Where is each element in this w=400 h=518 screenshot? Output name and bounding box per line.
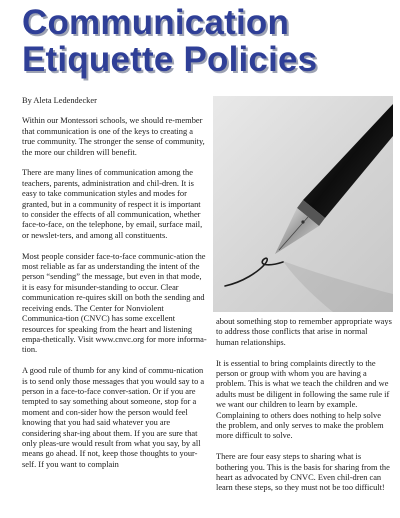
- paragraph: There are four easy steps to sharing what is bothering you. This is the basis for sharing from the heart as advocated by CNVC. Even chil-dren can learn these steps, so they must not be too difficult!: [216, 452, 390, 493]
- byline: By Aleta Ledendecker: [22, 96, 97, 105]
- article-right-column: [216, 317, 392, 504]
- title-line-1: Communication: [22, 3, 290, 42]
- paragraph: Most people consider face-to-face communic-ation the most reliable as far as understanding the intent of the person “sending” the message, but even in that mode, it is easy for misunder-standing to occur. Clear communication re-quires skill on both the sending and receiving ends. The Center for Nonviolent Communica-tion (CNVC) has some excellent resources for speaking from the heart and listening empa-thetically. Visit www.cnvc.org for more informa-tion.: [22, 251, 207, 355]
- article-left-column: [22, 96, 208, 481]
- fountain-pen-photo: [213, 96, 393, 312]
- title-line-2: Etiquette Policies: [22, 40, 318, 79]
- page-title: [22, 4, 317, 78]
- paragraph: Within our Montessori schools, we should re-member that communication is one of the keys to creating a true community. The stronger the sense of community, the more our children will benefit.: [22, 116, 205, 157]
- paragraph: A good rule of thumb for any kind of commu-nication is to send only those messages that you would say to a person in a face-to-face conver-sation. Or if you are tempted to say something about someone, stop for a moment and con-sider how the person would feel knowing that you had said whatever you are considering shar-ing about them. If you are sure that only pleas-ure would result from what you say, by all means go ahead. If not, keep those thoughts to your-self. If you want to complain: [22, 366, 205, 469]
- fountain-pen-icon: [213, 96, 393, 312]
- paragraph: about something stop to remember appropriate ways to address those conflicts that arise in normal human relationships.: [216, 317, 392, 347]
- paragraph: It is essential to bring complaints directly to the person or group with whom you are having a problem. This is what we teach the children and we adults must be diligent in following the same rule if we want our children to learn by example. Complaining to others does nothing to help solve the problem, and only serves to make the problem more difficult to solve.: [216, 358, 390, 441]
- paragraph: There are many lines of communication among the teachers, parents, administration and chil-dren. It is easy to take communication styles and modes for granted, but in a community of respect it is important to consider the effects of all communication, whether face-to-face, on the telephone, by email, surface mail, or newslet-ters, and among all constituents.: [22, 168, 203, 240]
